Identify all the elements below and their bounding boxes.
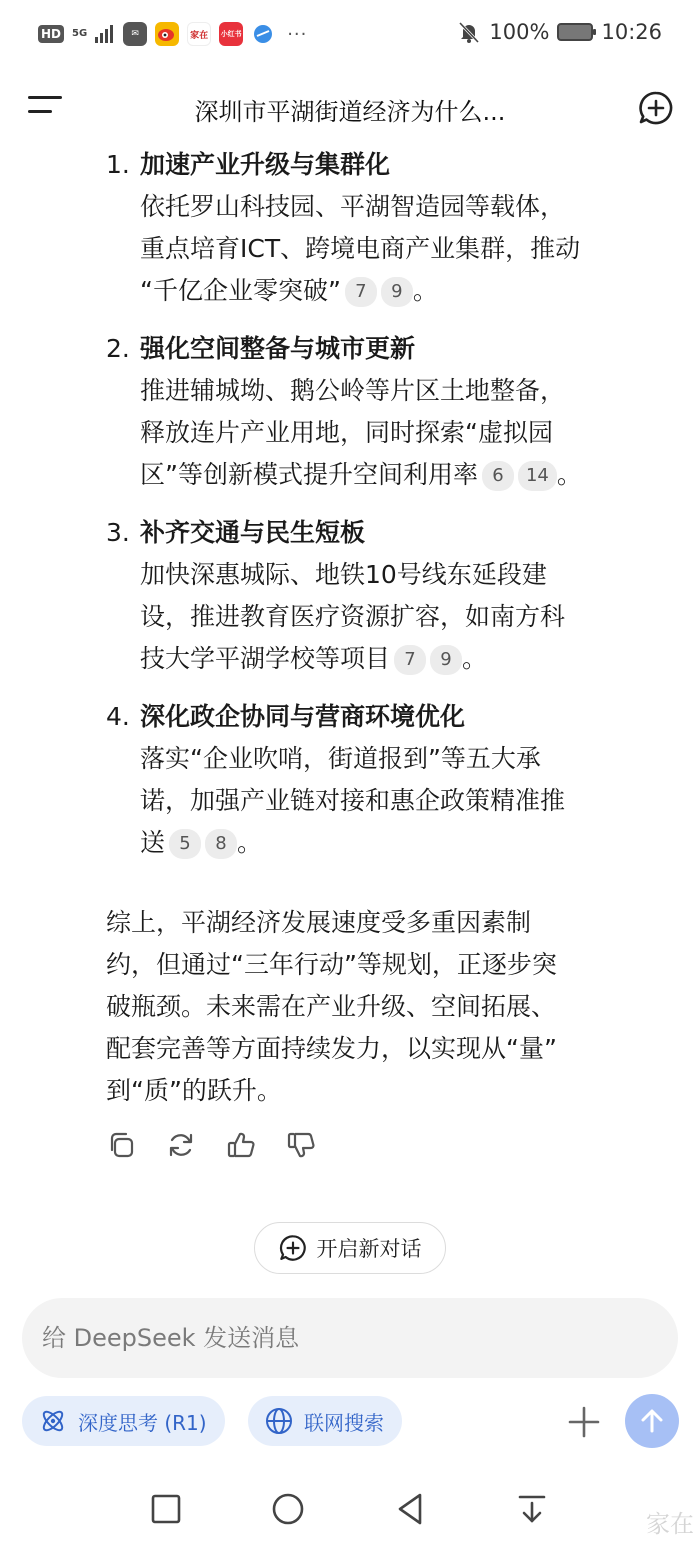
attach-plus-icon[interactable] (566, 1404, 602, 1440)
battery-icon (557, 23, 593, 41)
citation-badge[interactable]: 9 (430, 645, 462, 675)
web-search-label: 联网搜索 (304, 1410, 384, 1435)
recents-square-icon[interactable] (149, 1492, 183, 1526)
list-heading: 强化空间整备与城市更新 (140, 334, 416, 363)
summary-paragraph (106, 902, 666, 1112)
body-line-last: “千亿企业零突破” 7 9 。 (140, 276, 438, 305)
list-number: 1. (106, 150, 130, 179)
citation-badge[interactable]: 6 (482, 461, 514, 491)
new-chat-label: 开启新对话 (316, 1237, 422, 1261)
summary-line: 破瓶颈。未来需在产业升级、空间拓展、 (106, 992, 557, 1021)
battery-percent: 100% (489, 20, 550, 44)
system-nav-bar (0, 1470, 700, 1547)
body-line: 推进辅城坳、鹅公岭等片区土地整备， (140, 376, 566, 405)
new-chat-button[interactable] (254, 1222, 446, 1274)
watermark-logo: 家在 (646, 1510, 694, 1538)
new-chat-icon[interactable] (638, 90, 674, 126)
list-body (140, 186, 670, 312)
list-body (140, 370, 670, 496)
weibo-app-icon (155, 22, 179, 46)
body-line: 设，推进教育医疗资源扩容，如南方科 (140, 602, 566, 631)
body-line-last: 送 5 8 。 (140, 828, 263, 857)
thumbs-down-icon[interactable] (286, 1130, 316, 1160)
status-left (38, 22, 307, 46)
home-circle-icon[interactable] (271, 1492, 305, 1526)
thumbs-up-icon[interactable] (226, 1130, 256, 1160)
citation-badge[interactable]: 9 (381, 277, 413, 307)
menu-icon[interactable] (28, 96, 64, 120)
citation-badge[interactable]: 7 (394, 645, 426, 675)
network-type: 5G (72, 28, 88, 39)
message-actions (106, 1130, 316, 1160)
list-heading: 加速产业升级与集群化 (140, 150, 391, 179)
back-triangle-icon[interactable] (393, 1492, 427, 1526)
web-search-toggle[interactable] (248, 1396, 402, 1446)
clock: 10:26 (601, 20, 662, 44)
list-number: 2. (106, 334, 130, 363)
chat-header (0, 78, 700, 138)
arrow-up-icon (638, 1407, 666, 1435)
deep-think-toggle[interactable] (22, 1396, 225, 1446)
deep-think-label: 深度思考 (R1) (78, 1410, 207, 1435)
conversation-title[interactable]: 深圳市平湖街道经济为什么... (194, 98, 506, 126)
send-button[interactable] (625, 1394, 679, 1448)
status-right (457, 20, 662, 44)
body-line: 释放连片产业用地，同时探索“虚拟园 (140, 418, 553, 447)
summary-line: 配套完善等方面持续发力，以实现从“量” (106, 1034, 557, 1063)
body-line: 落实“企业吹哨，街道报到”等五大承 (140, 744, 541, 773)
list-heading: 补齐交通与民生短板 (140, 518, 366, 547)
summary-line: 综上，平湖经济发展速度受多重因素制 (106, 908, 532, 937)
body-line: 加快深惠城际、地铁10号线东延段建 (140, 560, 547, 589)
message-composer (22, 1298, 678, 1378)
notification-pulldown-icon[interactable] (515, 1492, 549, 1526)
mute-bell-icon (457, 20, 481, 44)
list-heading: 深化政企协同与营商环境优化 (140, 702, 466, 731)
signal-icon (95, 25, 115, 43)
hd-indicator: HD (38, 25, 64, 43)
message-input[interactable] (42, 1298, 642, 1378)
email-app-icon: ✉ (123, 22, 147, 46)
globe-icon (264, 1406, 294, 1436)
list-number: 3. (106, 518, 130, 547)
citation-badge[interactable]: 14 (518, 461, 557, 491)
list-body (140, 554, 670, 680)
body-line-last: 区”等创新模式提升空间利用率 6 14 。 (140, 460, 582, 489)
citation-badge[interactable]: 7 (345, 277, 377, 307)
copy-icon[interactable] (106, 1130, 136, 1160)
citation-badge[interactable]: 8 (205, 829, 237, 859)
list-number: 4. (106, 702, 130, 731)
summary-line: 约，但通过“三年行动”等规划，正逐步突 (106, 950, 557, 979)
body-line-last: 技大学平湖学校等项目 7 9 。 (140, 644, 488, 673)
more-notifications-icon: ··· (287, 23, 308, 45)
xiaohongshu-app-icon: 小红书 (219, 22, 243, 46)
blue-app-icon (251, 22, 275, 46)
regenerate-icon[interactable] (166, 1130, 196, 1160)
body-line: 重点培育ICT、跨境电商产业集群，推动 (140, 234, 581, 263)
new-chat-bubble-icon (279, 1234, 307, 1262)
citation-badge[interactable]: 5 (169, 829, 201, 859)
list-body (140, 738, 670, 864)
status-bar (0, 0, 700, 70)
jiazai-app-icon: 家在 (187, 22, 211, 46)
body-line: 诺，加强产业链对接和惠企政策精准推 (140, 786, 566, 815)
summary-line: 到“质”的跃升。 (106, 1076, 282, 1105)
atom-icon (38, 1406, 68, 1436)
body-line: 依托罗山科技园、平湖智造园等载体， (140, 192, 566, 221)
